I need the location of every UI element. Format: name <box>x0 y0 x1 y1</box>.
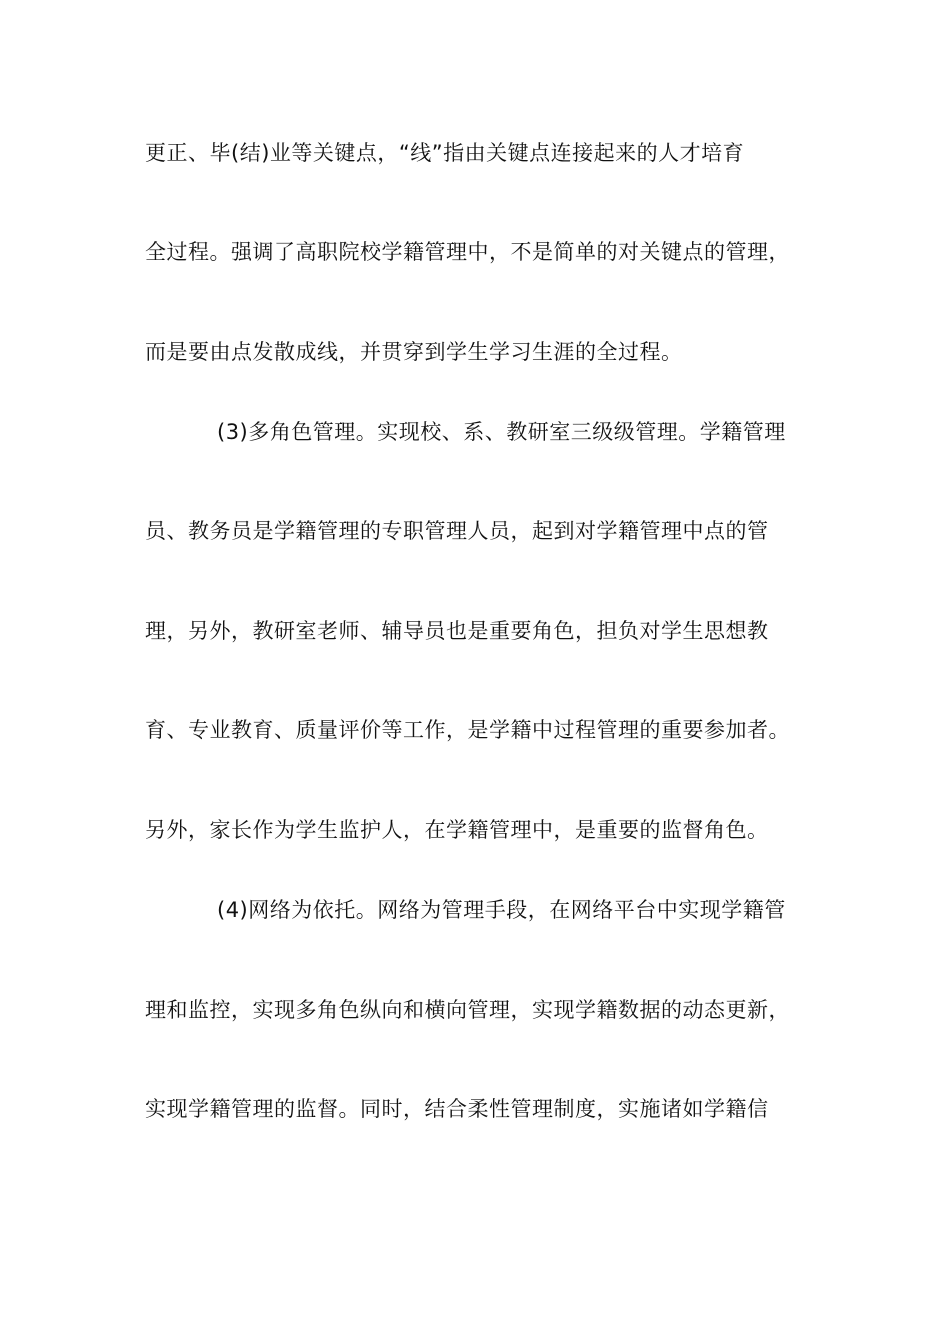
paragraph-line: 全过程。强调了高职院校学籍管理中，不是简单的对关键点的管理， <box>145 240 790 264</box>
paragraph-line: 更正、毕(结)业等关键点，“线”指由关键点连接起来的人才培育 <box>145 141 745 165</box>
paragraph-line: 理，另外，教研室老师、辅导员也是重要角色，担负对学生思想教 <box>145 619 769 643</box>
paragraph-line: 另外，家长作为学生监护人，在学籍管理中，是重要的监督角色。 <box>145 818 769 842</box>
paragraph-line: 而是要由点发散成线，并贯穿到学生学习生涯的全过程。 <box>145 340 683 364</box>
paragraph-line: (3)多角色管理。实现校、系、教研室三级级管理。学籍管理 <box>217 420 786 444</box>
paragraph-line: 员、教务员是学籍管理的专职管理人员，起到对学籍管理中点的管 <box>145 519 769 543</box>
paragraph-line: 理和监控，实现多角色纵向和横向管理，实现学籍数据的动态更新， <box>145 998 790 1022</box>
paragraph-line: (4)网络为依托。网络为管理手段，在网络平台中实现学籍管 <box>217 898 786 922</box>
paragraph-line: 育、专业教育、质量评价等工作，是学籍中过程管理的重要参加者。 <box>145 718 790 742</box>
paragraph-line: 实现学籍管理的监督。同时，结合柔性管理制度，实施诸如学籍信 <box>145 1097 769 1121</box>
